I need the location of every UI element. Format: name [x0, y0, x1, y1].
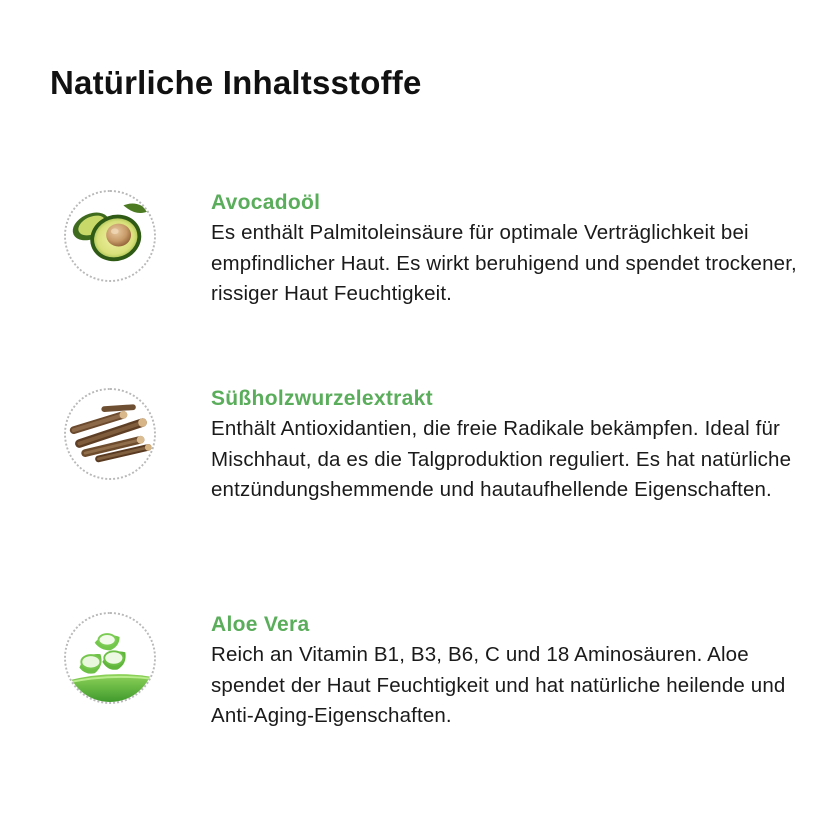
- aloe-vera-icon: [64, 612, 156, 704]
- ingredient-name: Avocadoöl: [211, 191, 321, 214]
- ingredient-description: Reich an Vitamin B1, B3, B6, C und 18 Aminosäuren. Aloe spendet der Haut Feuchtigkeit und hat natürliche heilende und Anti-Aging-Eigenschaften.: [211, 643, 786, 727]
- ingredient-name: Süßholzwurzelextrakt: [211, 387, 433, 410]
- ingredient-description: Enthält Antioxidantien, die freie Radikale bekämpfen. Ideal für Mischhaut, da es die Talgproduktion reguliert. Es hat natürliche entzündungshemmende und hautaufhellende Eigenschaften.: [211, 417, 792, 501]
- licorice-root-icon: [64, 388, 156, 480]
- ingredient-description: Es enthält Palmitoleinsäure für optimale Verträglichkeit bei empfindlicher Haut. Es wirkt beruhigend und spendet trockener, rissiger Haut Feuchtigkeit.: [211, 221, 797, 305]
- ingredient-name: Aloe Vera: [211, 613, 310, 636]
- page-title: Natürliche Inhaltsstoffe: [50, 64, 422, 101]
- avocado-icon: [64, 190, 156, 282]
